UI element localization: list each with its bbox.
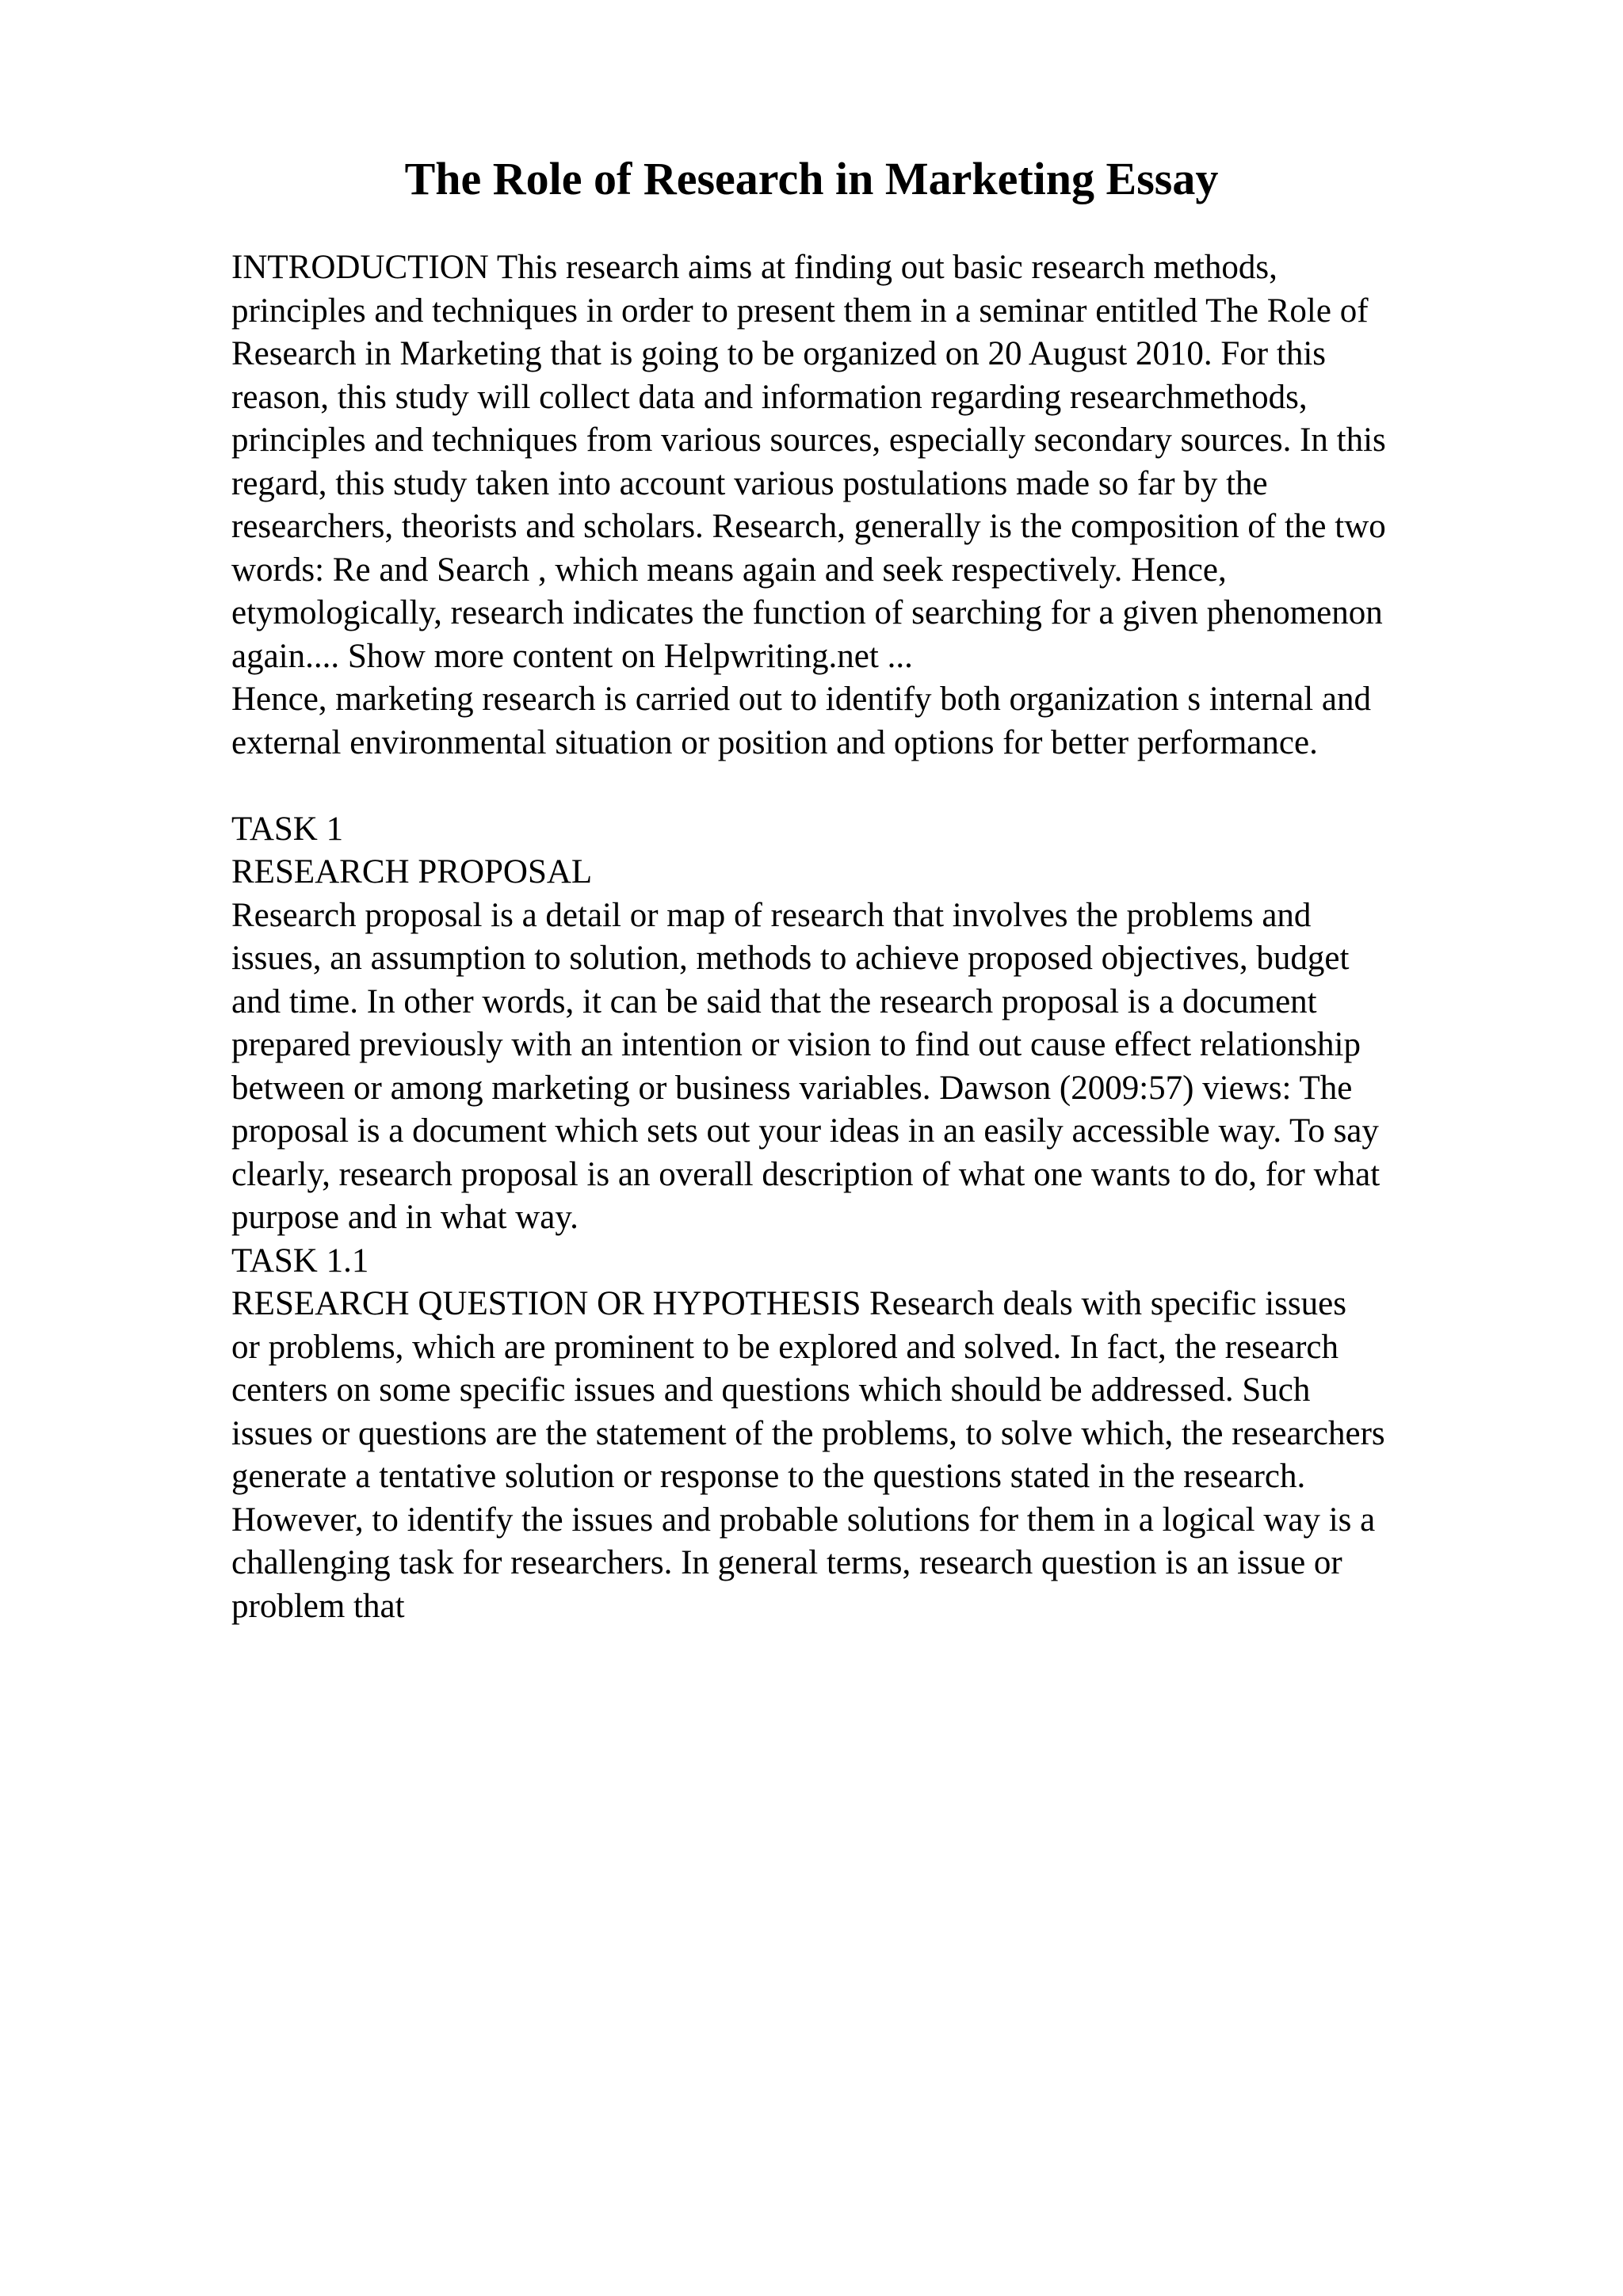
text-line: proposal is a document which sets out your ideas in an easily accessible way. To say xyxy=(231,1112,1379,1150)
text-line: regard, this study taken into account various postulations made so far by the xyxy=(231,464,1268,502)
text-line: problem that xyxy=(231,1587,405,1625)
document-body xyxy=(231,246,1499,1628)
text-line: and time. In other words, it can be said that the research proposal is a document xyxy=(231,982,1317,1020)
text-line: issues, an assumption to solution, methods to achieve proposed objectives, budget xyxy=(231,940,1350,977)
text-line: again.... Show more content on Helpwriting.net ... xyxy=(231,637,913,675)
text-line: principles and techniques in order to present them in a seminar entitled The Role of xyxy=(231,292,1369,330)
text-line: RESEARCH QUESTION OR HYPOTHESIS Research deals with specific issues xyxy=(231,1285,1346,1322)
text-line: Research in Marketing that is going to be organized on 20 August 2010. For this xyxy=(231,335,1326,372)
text-line: purpose and in what way. xyxy=(231,1199,579,1236)
text-line: challenging task for researchers. In general terms, research question is an issue or xyxy=(231,1544,1342,1581)
text-line: researchers, theorists and scholars. Research, generally is the composition of the two xyxy=(231,508,1386,545)
text-line: etymologically, research indicates the function of searching for a given phenomenon xyxy=(231,594,1383,631)
text-line: generate a tentative solution or response to the questions stated in the research. xyxy=(231,1458,1306,1495)
research-proposal-paragraph xyxy=(231,894,1499,1240)
text-line: between or among marketing or business variables. Dawson (2009:57) views: The xyxy=(231,1069,1353,1107)
introduction-paragraph xyxy=(231,246,1499,678)
text-line: principles and techniques from various sources, especially secondary sources. In this xyxy=(231,421,1386,459)
text-line: external environmental situation or position and options for better performance. xyxy=(231,723,1318,761)
document-title: The Role of Research in Marketing Essay xyxy=(404,153,1219,204)
text-line: INTRODUCTION This research aims at finding out basic research methods, xyxy=(231,249,1277,286)
research-question-paragraph xyxy=(231,1283,1499,1628)
task-1-1-heading: TASK 1.1 xyxy=(231,1241,369,1280)
text-line: issues or questions are the statement of the problems, to solve which, the researchers xyxy=(231,1414,1385,1452)
text-line: Research proposal is a detail or map of research that involves the problems and xyxy=(231,896,1312,934)
paragraph-gap xyxy=(231,765,1499,808)
text-line: prepared previously with an intention or vision to find out cause effect relationship xyxy=(231,1026,1361,1063)
text-line: centers on some specific issues and questions which should be addressed. Such xyxy=(231,1371,1311,1409)
text-line: reason, this study will collect data and information regarding researchmethods, xyxy=(231,378,1308,416)
research-proposal-heading: RESEARCH PROPOSAL xyxy=(231,853,593,891)
text-line: or problems, which are prominent to be explored and solved. In fact, the research xyxy=(231,1328,1338,1366)
text-line: Hence, marketing research is carried out to identify both organization s internal and xyxy=(231,681,1372,718)
text-line: clearly, research proposal is an overall description of what one wants to do, for what xyxy=(231,1155,1381,1193)
hence-paragraph xyxy=(231,678,1499,765)
task-1-heading: TASK 1 xyxy=(231,810,344,848)
text-line: words: Re and Search , which means again and seek respectively. Hence, xyxy=(231,551,1227,589)
text-line: However, to identify the issues and probable solutions for them in a logical way is a xyxy=(231,1501,1376,1539)
